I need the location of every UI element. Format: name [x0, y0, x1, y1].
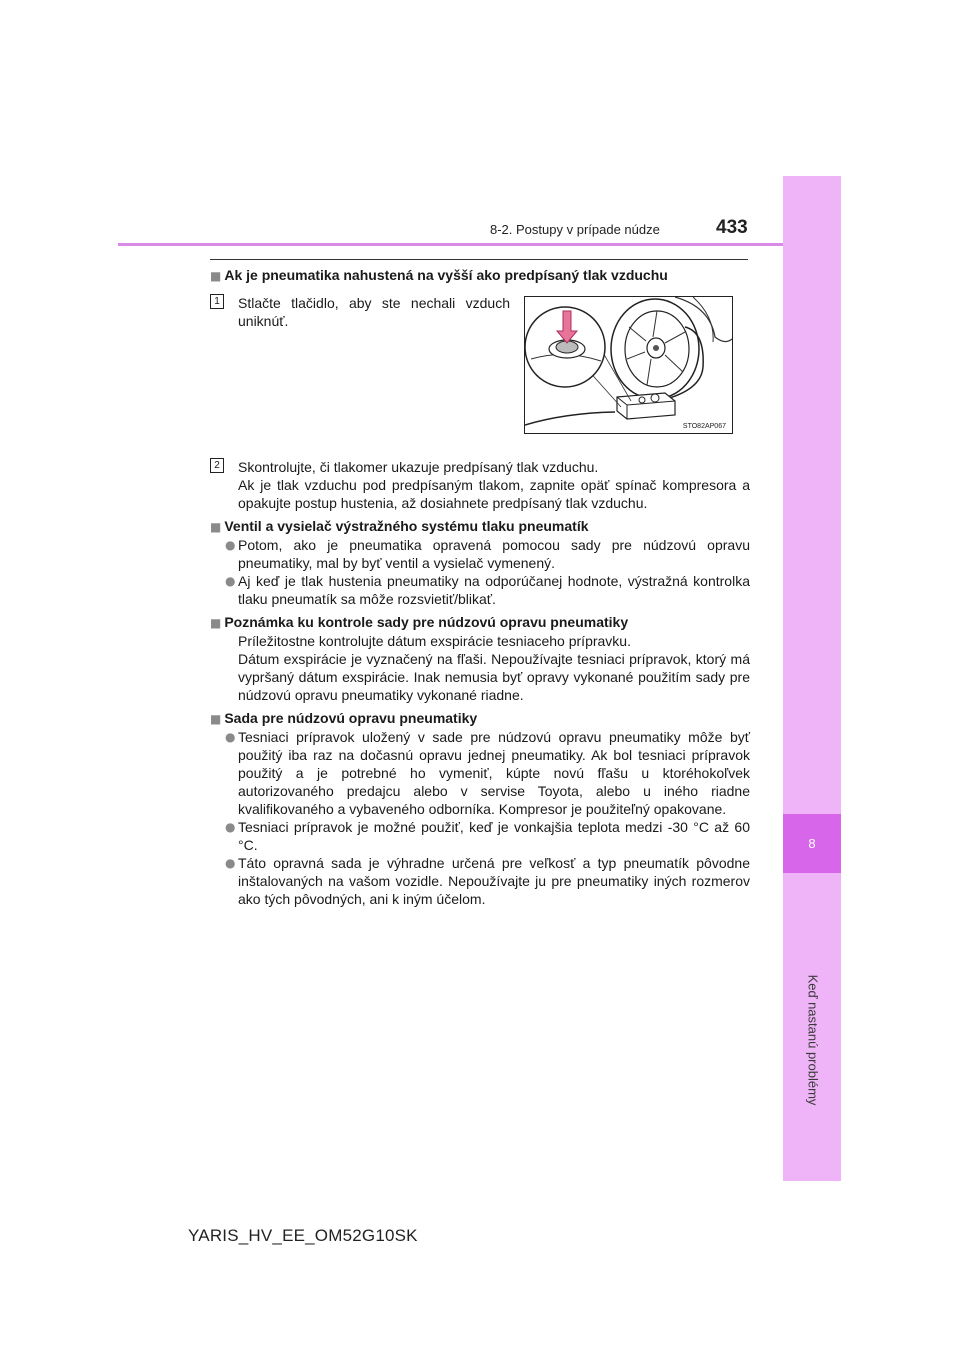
list-item	[210, 818, 750, 854]
section-heading-text: Poznámka ku kontrole sady pre núdzovú opravu pneumatiky	[224, 614, 629, 630]
content-divider	[210, 259, 748, 260]
section-heading	[210, 517, 750, 536]
section-heading-text: Ak je pneumatika nahustená na vyšší ako predpísaný tlak vzduchu	[224, 267, 668, 283]
document-code: YARIS_HV_EE_OM52G10SK	[188, 1226, 418, 1245]
step-2-line-1: Skontrolujte, či tlakomer ukazuje predpísaný tlak vzduchu.	[238, 459, 599, 475]
step-2	[210, 458, 750, 512]
paragraph-line: Príležitostne kontrolujte dátum exspirácie tesniaceho prípravku.	[238, 633, 631, 649]
list-item-text: Potom, ako je pneumatika opravená pomocou sady pre núdzovú opravu pneumatiky, mal by byť ventil a vysielač vymenený.	[238, 537, 750, 571]
chapter-number: 8	[808, 836, 816, 851]
chapter-label: Keď nastanú problémy	[805, 974, 821, 1106]
circle-bullet-icon: ●	[225, 820, 236, 834]
list-item-text: Aj keď je tlak hustenia pneumatiky na odporúčanej hodnote, výstražná kontrolka tlaku pneumatík sa môže rozsvietiť/blikať.	[238, 573, 750, 607]
step-number-2: 2	[210, 458, 224, 473]
section-heading	[210, 266, 750, 285]
list-item-text: Táto opravná sada je výhradne určená pre veľkosť a typ pneumatík pôvodne inštalovaných na vašom vozidle. Nepoužívajte ju pre pneumatiky iných rozmerov ako tých pôvodných, ani k iným účelom.	[238, 855, 750, 907]
square-bullet-icon: ■	[210, 269, 222, 283]
paragraph: Dátum exspirácie je vyznačený na fľaši. Nepoužívajte tesniaci prípravok, ktorý má vypršaný dátum exspirácie. Inak nemusia byť opravy vykonané použitím sady pre núdzovú opravu pneumatiky vykonané riadne.	[238, 651, 750, 703]
chapter-number-tab	[783, 814, 841, 873]
circle-bullet-icon: ●	[225, 856, 236, 870]
square-bullet-icon: ■	[210, 616, 222, 630]
list-item	[210, 728, 750, 818]
section-heading-text: Ventil a vysielač výstražného systému tlaku pneumatík	[224, 518, 589, 534]
section-heading	[210, 709, 750, 728]
step-2-line-2: Ak je tlak vzduchu pod predpísaným tlakom, zapnite opäť spínač kompresora a opakujte postup hustenia, až dosiahnete predpísaný tlak vzduchu.	[238, 477, 750, 511]
list-item	[210, 854, 750, 908]
square-bullet-icon: ■	[210, 520, 222, 534]
step-number-1: 1	[210, 294, 224, 309]
square-bullet-icon: ■	[210, 712, 222, 726]
list-item	[210, 572, 750, 608]
figure-code: STO82AP067	[682, 423, 726, 430]
page-content	[210, 266, 750, 908]
circle-bullet-icon: ●	[225, 538, 236, 552]
step-1-text: Stlačte tlačidlo, aby ste nechali vzduch uniknúť.	[238, 295, 510, 329]
list-item	[210, 536, 750, 572]
circle-bullet-icon: ●	[225, 574, 236, 588]
list-item-text: Tesniaci prípravok uložený v sade pre núdzovú opravu pneumatiky môže byť použitý iba raz na dočasnú opravu jednej pneumatiky. Ak bol tesniaci prípravok použitý a je potrebné ho vymeniť, kúpte novú fľašu u ktoréhokoľvek autorizovaného predajcu alebo v servise Toyota, alebo u iného riadne kvalifikovaného a vybaveného odborníka. Kompresor je použiteľný opakovane.	[238, 729, 750, 817]
page-number: 433	[716, 217, 748, 238]
section-title: 8-2. Postupy v prípade núdze	[490, 222, 660, 237]
header-divider	[118, 243, 783, 246]
list-item-text: Tesniaci prípravok je možné použiť, keď je vonkajšia teplota medzi -30 °C až 60 °C.	[238, 819, 750, 853]
circle-bullet-icon: ●	[225, 730, 236, 744]
step-1	[210, 294, 510, 330]
section-heading-text: Sada pre núdzovú opravu pneumatiky	[224, 710, 478, 726]
section-heading	[210, 613, 750, 632]
